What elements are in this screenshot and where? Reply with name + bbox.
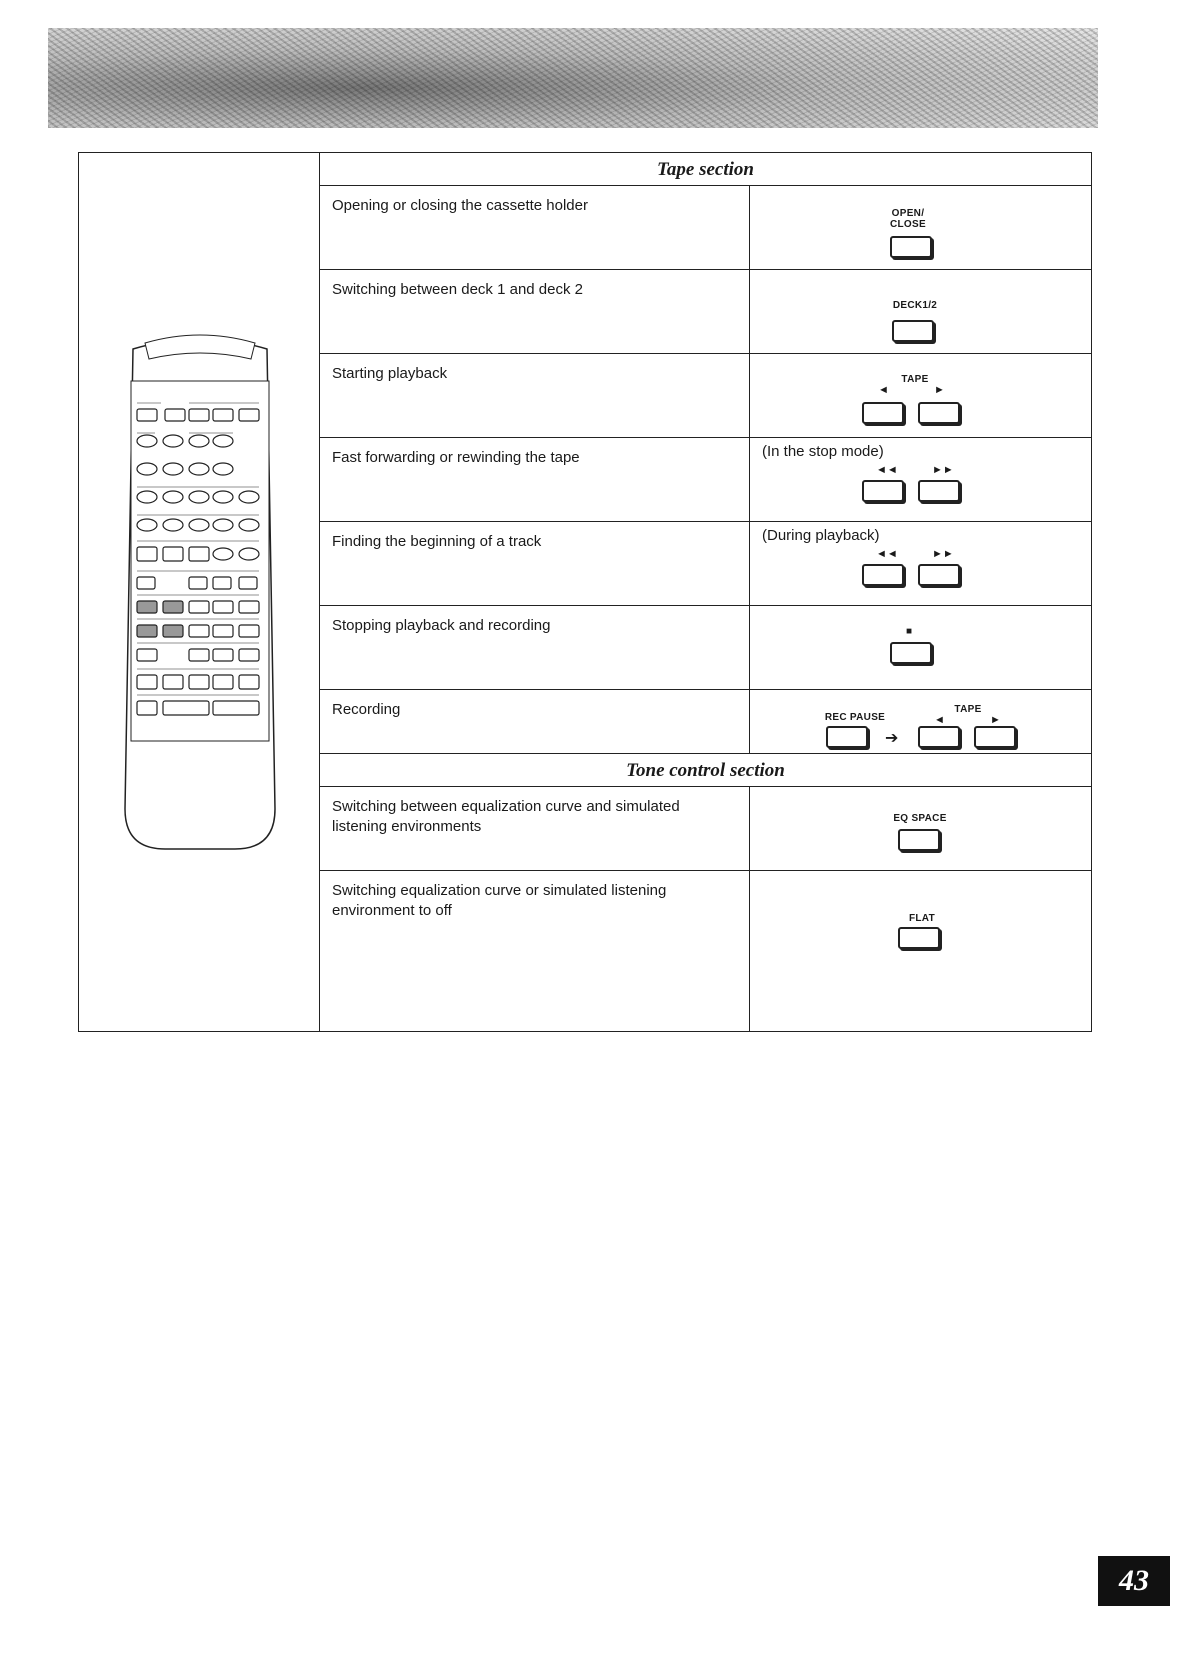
page-number: 43 (1098, 1556, 1170, 1606)
reverse-play-icon: ◄ (878, 384, 889, 396)
fast-forward-button (918, 480, 960, 502)
row-description: Switching equalization curve or simulated listening environment to off (320, 871, 750, 1031)
row-description: Finding the beginning of a track (320, 522, 750, 605)
table-row (320, 354, 1091, 438)
row-controls (750, 522, 1091, 605)
function-table (320, 153, 1091, 1031)
rewind-button (862, 480, 904, 502)
remote-control-illustration (115, 329, 285, 869)
tape-reverse-play-button (918, 726, 960, 748)
rewind-icon: ◄◄ (876, 548, 898, 560)
row-controls (750, 787, 1091, 870)
instruction-table-frame (78, 152, 1092, 1032)
stop-button (890, 642, 932, 664)
tone-section-title: Tone control section (320, 754, 1091, 787)
row-description: Switching between equalization curve and simulated listening environments (320, 787, 750, 870)
deck-1-2-button (892, 320, 934, 342)
eq-space-button (898, 829, 940, 851)
tape-label: TAPE (954, 704, 982, 715)
deck-1-2-label: DECK1/2 (892, 300, 938, 311)
table-row (320, 522, 1091, 606)
fast-forward-icon: ►► (932, 548, 954, 560)
row-controls (750, 690, 1091, 753)
row-description: Recording (320, 690, 750, 753)
row-controls (750, 606, 1091, 689)
row-controls (750, 871, 1091, 1031)
row-controls (750, 354, 1091, 437)
forward-play-icon: ► (934, 384, 945, 396)
rec-pause-button (826, 726, 868, 748)
tape-section-title: Tape section (320, 153, 1091, 186)
row-controls (750, 186, 1091, 269)
forward-play-icon: ► (990, 714, 1001, 726)
table-row (320, 606, 1091, 690)
row-controls (750, 270, 1091, 353)
remote-column (79, 153, 320, 1031)
header-band (48, 28, 1098, 128)
table-row (320, 186, 1091, 270)
tape-forward-play-button (918, 402, 960, 424)
eq-space-label: EQ SPACE (893, 813, 947, 824)
tape-forward-play-button (974, 726, 1016, 748)
row-description: Starting playback (320, 354, 750, 437)
open-close-label: OPEN/ CLOSE (890, 208, 926, 230)
rewind-button (862, 564, 904, 586)
flat-button (898, 927, 940, 949)
fast-forward-icon: ►► (932, 464, 954, 476)
open-close-button (890, 236, 932, 258)
condition-note: (In the stop mode) (762, 443, 884, 460)
table-row (320, 270, 1091, 354)
row-description: Opening or closing the cassette holder (320, 186, 750, 269)
row-description: Switching between deck 1 and deck 2 (320, 270, 750, 353)
row-controls (750, 438, 1091, 521)
fast-forward-button (918, 564, 960, 586)
stop-icon: ■ (906, 626, 913, 637)
flat-label: FLAT (908, 913, 935, 924)
tape-reverse-play-button (862, 402, 904, 424)
row-description: Stopping playback and recording (320, 606, 750, 689)
then-arrow-icon: ➔ (885, 730, 899, 747)
condition-note: (During playback) (762, 527, 880, 544)
table-row (320, 690, 1091, 754)
table-row (320, 438, 1091, 522)
rec-pause-label: REC PAUSE (824, 712, 886, 723)
table-row (320, 787, 1091, 871)
row-description: Fast forwarding or rewinding the tape (320, 438, 750, 521)
rewind-icon: ◄◄ (876, 464, 898, 476)
reverse-play-icon: ◄ (934, 714, 945, 726)
tape-label: TAPE (901, 374, 929, 385)
table-row (320, 871, 1091, 1031)
